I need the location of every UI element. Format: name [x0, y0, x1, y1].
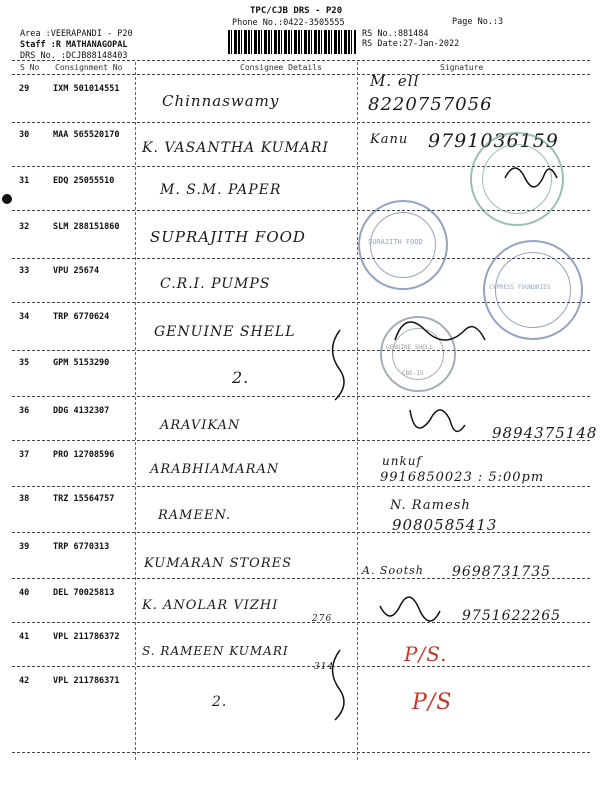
row-39-consignee: KUMARAN STORES [144, 556, 293, 571]
row-42-consignment: VPL 211786371 [53, 676, 120, 686]
row-35-consignee: 2. [232, 368, 250, 387]
row-41-consignment: VPL 211786372 [53, 632, 120, 642]
row-37-signature: 9916850023 : 5:00pm [380, 470, 545, 485]
row-40-consignee: K. ANOLAR VIZHI [142, 598, 279, 613]
row-42-sno: 42 [19, 676, 30, 686]
row-29-consignee: Chinnaswamy [162, 92, 280, 110]
row-33-consignee: C.R.I. PUMPS [160, 276, 271, 292]
row-36-sno: 36 [19, 406, 30, 416]
drs-number: DRS No. :DCJB88148403 [20, 51, 128, 61]
row-29-consignment: IXM 501014551 [53, 84, 120, 94]
row-40-consignment: DEL 70025813 [53, 588, 115, 598]
row-41-sno: 41 [19, 632, 30, 642]
phone-number: Phone No.:0422-3505555 [232, 18, 345, 28]
area-label: Area :VEERAPANDI - P20 [20, 29, 133, 39]
stamp-text-3: GENUINE SHELL [386, 344, 433, 351]
row-37-extra: unkuf [382, 454, 422, 468]
row-32-consignee: SUPRAJITH FOOD [150, 228, 306, 246]
row-32-sno: 32 [19, 222, 30, 232]
staff-label: Staff :R MATHANAGOPAL [20, 40, 128, 50]
col-consignment: Consignment No [55, 63, 123, 72]
row-38-consignee: RAMEEN. [158, 508, 232, 523]
row-37-consignment: PRO 12708596 [53, 450, 115, 460]
rs-number: RS No.:881484 [362, 29, 429, 39]
row-30-consignment: MAA 565520170 [53, 130, 120, 140]
row-42-signature: P/S [412, 690, 453, 715]
row-34-sno: 34 [19, 312, 30, 322]
doc-title: TPC/CJB DRS - P20 [250, 6, 343, 16]
row-34-consignment: TRP 6770624 [53, 312, 110, 322]
row-31-consignment: EDQ 25055510 [53, 176, 115, 186]
row-33-sno: 33 [19, 266, 30, 276]
row-38-sno: 38 [19, 494, 30, 504]
row-29-signature: 8220757056 [368, 94, 493, 115]
row-37-sno: 37 [19, 450, 30, 460]
row-38-consignment: TRZ 15564757 [53, 494, 115, 504]
row-39-consignment: TRP 6770313 [53, 542, 110, 552]
row-40-extra: 276 [312, 614, 333, 624]
row-36-consignment: DDG 4132307 [53, 406, 110, 416]
row-30-sno: 30 [19, 130, 30, 140]
row-39-signature: 9698731735 [452, 564, 552, 580]
row-36-consignee: ARAVIKAN [160, 418, 241, 433]
row-35-sno: 35 [19, 358, 30, 368]
row-41-extra: 314 [314, 662, 335, 672]
row-29-sno: 29 [19, 84, 30, 94]
row-31-sno: 31 [19, 176, 30, 186]
row-30-extra: Kanu [370, 132, 409, 147]
row-32-consignment: SLM 288151860 [53, 222, 120, 232]
col-signature: Signature [440, 63, 484, 72]
row-40-signature: 9751622265 [462, 608, 562, 624]
row-39-extra: A. Sootsh [362, 564, 424, 577]
page-number: Page No.:3 [452, 17, 504, 27]
row-40-sno: 40 [19, 588, 30, 598]
row-30-consignee: K. VASANTHA KUMARI [142, 140, 329, 156]
row-36-signature: 9894375148 [492, 424, 598, 442]
rs-date: RS Date:27-Jan-2022 [362, 39, 460, 49]
row-33-consignment: VPU 25674 [53, 266, 100, 276]
row-35-consignment: GPM 5153290 [53, 358, 110, 368]
row-38-extra: N. Ramesh [390, 498, 471, 513]
row-30-signature: 9791036159 [428, 130, 559, 152]
row-39-sno: 39 [19, 542, 30, 552]
row-34-consignee: GENUINE SHELL [154, 324, 296, 340]
row-29-extra: M. ell [370, 72, 420, 90]
row-31-consignee: M. S.M. PAPER [160, 182, 282, 198]
row-42-consignee: 2. [212, 694, 228, 710]
stamp-text-4: CBE-15 [402, 370, 424, 377]
stamp-text-1: SURAJITH FOOD [368, 238, 423, 246]
stamp-text-2: CYPRESS FOUNDRIES [489, 284, 551, 291]
row-38-signature: 9080585413 [392, 516, 498, 534]
row-37-consignee: ARABHIAMARAN [150, 462, 280, 477]
row-41-signature: P/S. [404, 642, 448, 666]
col-sno: S No [20, 63, 40, 72]
col-consignee: Consignee Details [240, 63, 322, 72]
row-41-consignee: S. RAMEEN KUMARI [142, 644, 289, 658]
